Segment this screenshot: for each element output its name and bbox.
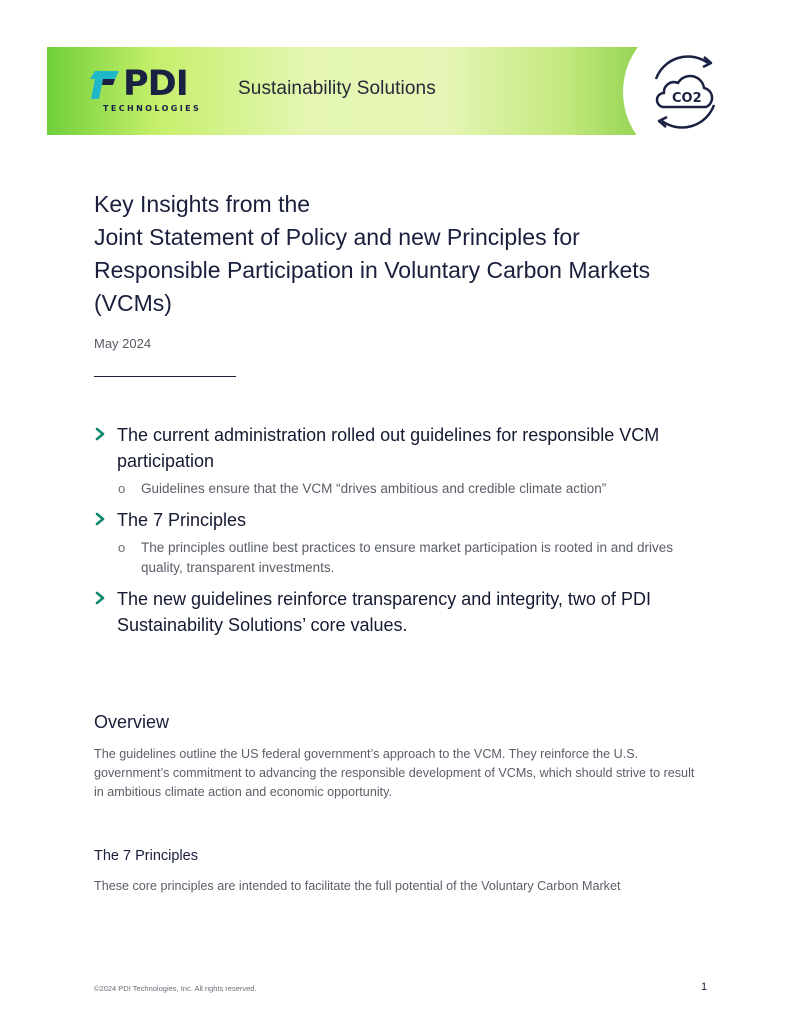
page-number: 1 [701, 981, 708, 993]
bullet-text: The new guidelines reinforce transparency and integrity, two of PDI Sustainability Solutions’ core values. [117, 589, 651, 635]
principles-body: These core principles are intended to facilitate the full potential of the Voluntary Carbon Market [94, 879, 621, 893]
document-date: May 2024 [94, 336, 152, 351]
chevron-right-icon [94, 512, 106, 526]
title-line: Key Insights from the [94, 191, 311, 217]
title-divider [94, 376, 236, 377]
banner-title: Sustainability Solutions [238, 78, 436, 99]
sub-bullet-item [94, 538, 714, 578]
document-title [94, 188, 734, 320]
title-line: Joint Statement of Policy and new Principles for [94, 224, 580, 250]
sub-bullet-text: The principles outline best practices to ensure market participation is rooted in and drives quality, transparent investments. [141, 540, 674, 575]
co2-cloud-recycle-icon [642, 49, 728, 135]
logo-subtext: TECHNOLOGIES [103, 104, 202, 113]
bullet-item [94, 586, 714, 638]
logo-text: PDI [123, 64, 188, 104]
co2-text: CO2 [672, 91, 702, 106]
sub-bullet-text: Guidelines ensure that the VCM “drives ambitious and credible climate action” [141, 481, 607, 496]
pdi-logo [89, 64, 209, 115]
footer-copyright: ©2024 PDI Technologies, Inc. All rights reserved. [94, 984, 257, 993]
sub-bullet-marker: o [118, 481, 126, 496]
key-insights-list [94, 422, 714, 643]
principles-heading: The 7 Principles [94, 848, 198, 864]
overview-heading: Overview [94, 712, 170, 732]
bullet-text: The current administration rolled out guidelines for responsible VCM participation [117, 425, 660, 471]
bullet-item [94, 507, 714, 533]
title-line: (VCMs) [94, 290, 172, 316]
title-line: Responsible Participation in Voluntary Carbon Markets [94, 257, 651, 283]
chevron-right-icon [94, 591, 106, 605]
bullet-text: The 7 Principles [117, 510, 247, 530]
pdi-logo-mark-icon [89, 69, 121, 101]
sub-bullet-item [94, 479, 714, 499]
chevron-right-icon [94, 427, 106, 441]
overview-body: The guidelines outline the US federal government’s approach to the VCM. They reinforce the U.S. government’s commitment to advancing the responsible development of VCMs, which should strive to result in ambitious climate action and economic opportunity. [94, 747, 695, 799]
sub-bullet-marker: o [118, 540, 126, 555]
bullet-item [94, 422, 714, 474]
header-banner [47, 47, 730, 135]
